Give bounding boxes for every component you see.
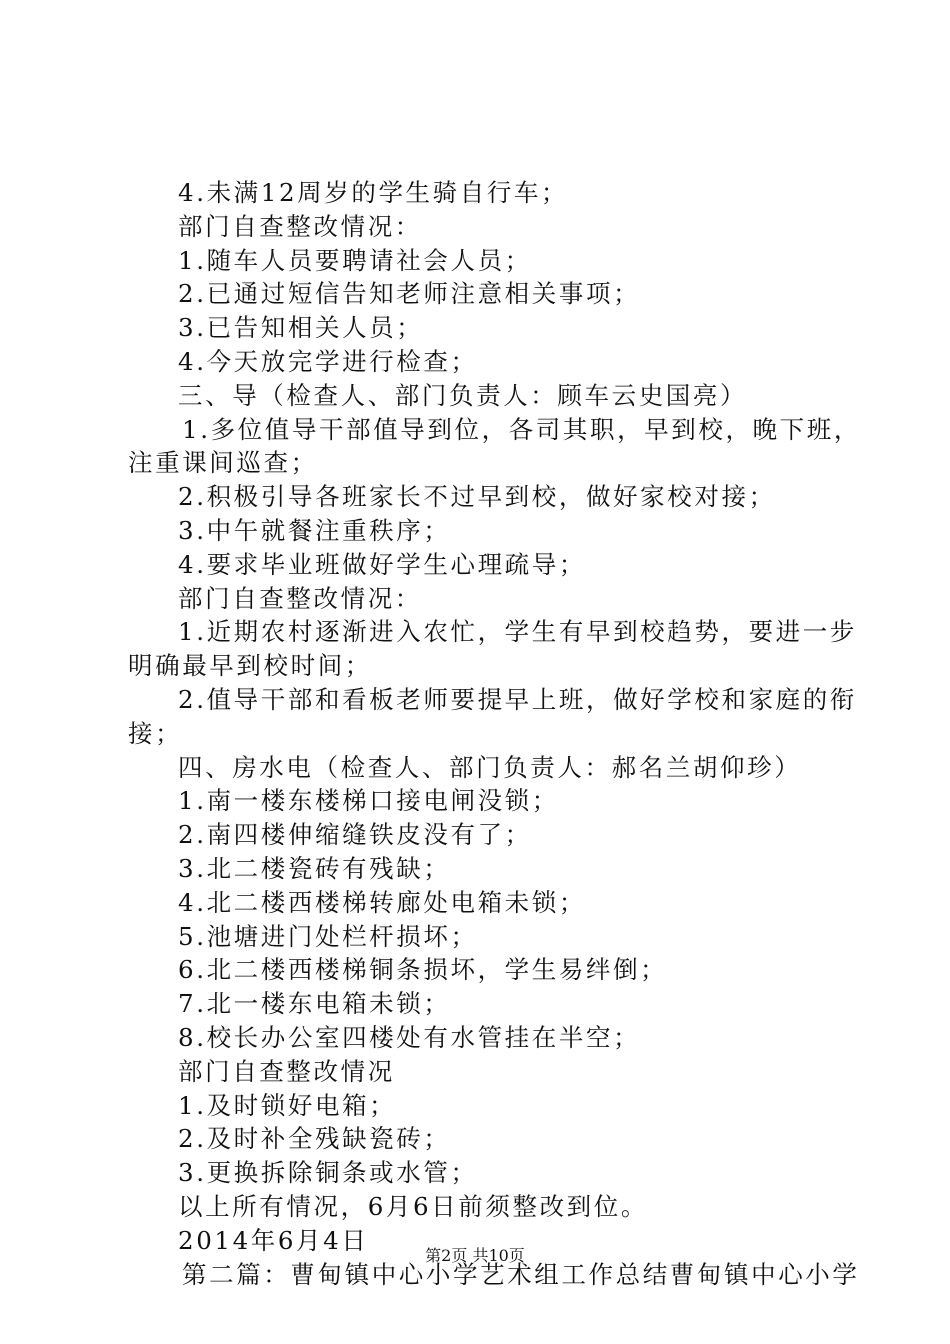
text-line: 明确最早到校时间； bbox=[128, 651, 372, 681]
text-line: 1.南一楼东楼梯口接电闸没锁； bbox=[178, 786, 559, 816]
section-heading: 三、导（检查人、部门负责人：顾车云史国亮） bbox=[178, 380, 748, 410]
text-line: 2.积极引导各班家长不过早到校，做好家校对接； bbox=[178, 482, 776, 512]
text-line: 2.值导干部和看板老师要提早上班，做好学校和家庭的衔 bbox=[178, 684, 857, 714]
text-line: 接； bbox=[128, 718, 183, 748]
text-line: 1.多位值导干部值导到位，各司其职，早到校，晚下班， bbox=[182, 414, 861, 444]
text-line: 4.北二楼西楼梯转廊处电箱未锁； bbox=[178, 887, 586, 917]
text-line: 部门自查整改情况： bbox=[178, 211, 422, 241]
text-line: 2.南四楼伸缩缝铁皮没有了； bbox=[178, 820, 532, 850]
text-line: 以上所有情况，6月6日前须整改到位。 bbox=[178, 1191, 648, 1221]
chapter-title: 第二篇：曹甸镇中心小学艺术组工作总结曹甸镇中心小学 bbox=[182, 1259, 860, 1289]
text-line: 7.北一楼东电箱未锁； bbox=[178, 989, 451, 1019]
text-line: 1.随车人员要聘请社会人员； bbox=[178, 245, 532, 275]
section-heading: 四、房水电（检查人、部门负责人：郝名兰胡仰珍） bbox=[178, 752, 802, 782]
text-line: 4.要求毕业班做好学生心理疏导； bbox=[178, 549, 586, 579]
text-line: 3.已告知相关人员； bbox=[178, 313, 424, 343]
text-line: 6.北二楼西楼梯铜条损坏，学生易绊倒； bbox=[178, 955, 668, 985]
text-line: 3.更换拆除铜条或水管； bbox=[178, 1158, 478, 1188]
text-line: 3.北二楼瓷砖有残缺； bbox=[178, 853, 451, 883]
text-line: 注重课间巡查； bbox=[128, 448, 318, 478]
page-footer: 第2页 共10页 bbox=[425, 1246, 525, 1265]
text-line: 部门自查整改情况： bbox=[178, 583, 422, 613]
document-body bbox=[128, 176, 861, 1291]
text-line: 1.及时锁好电箱； bbox=[178, 1090, 397, 1120]
text-line: 4.未满12周岁的学生骑自行车； bbox=[178, 178, 569, 207]
date-line: 2014年6月4日 bbox=[178, 1225, 369, 1255]
text-line: 4.今天放完学进行检查； bbox=[178, 346, 478, 376]
text-line: 2.已通过短信告知老师注意相关事项； bbox=[178, 279, 641, 309]
text-line: 2.及时补全残缺瓷砖； bbox=[178, 1124, 451, 1154]
text-line: 8.校长办公室四楼处有水管挂在半空； bbox=[178, 1022, 641, 1052]
text-line: 1.近期农村逐渐进入农忙，学生有早到校趋势，要进一步 bbox=[178, 617, 857, 647]
text-line: 部门自查整改情况 bbox=[178, 1056, 395, 1086]
text-line: 3.中午就餐注重秩序； bbox=[178, 515, 451, 545]
text-line: 5.池塘进门处栏杆损坏； bbox=[178, 921, 478, 951]
